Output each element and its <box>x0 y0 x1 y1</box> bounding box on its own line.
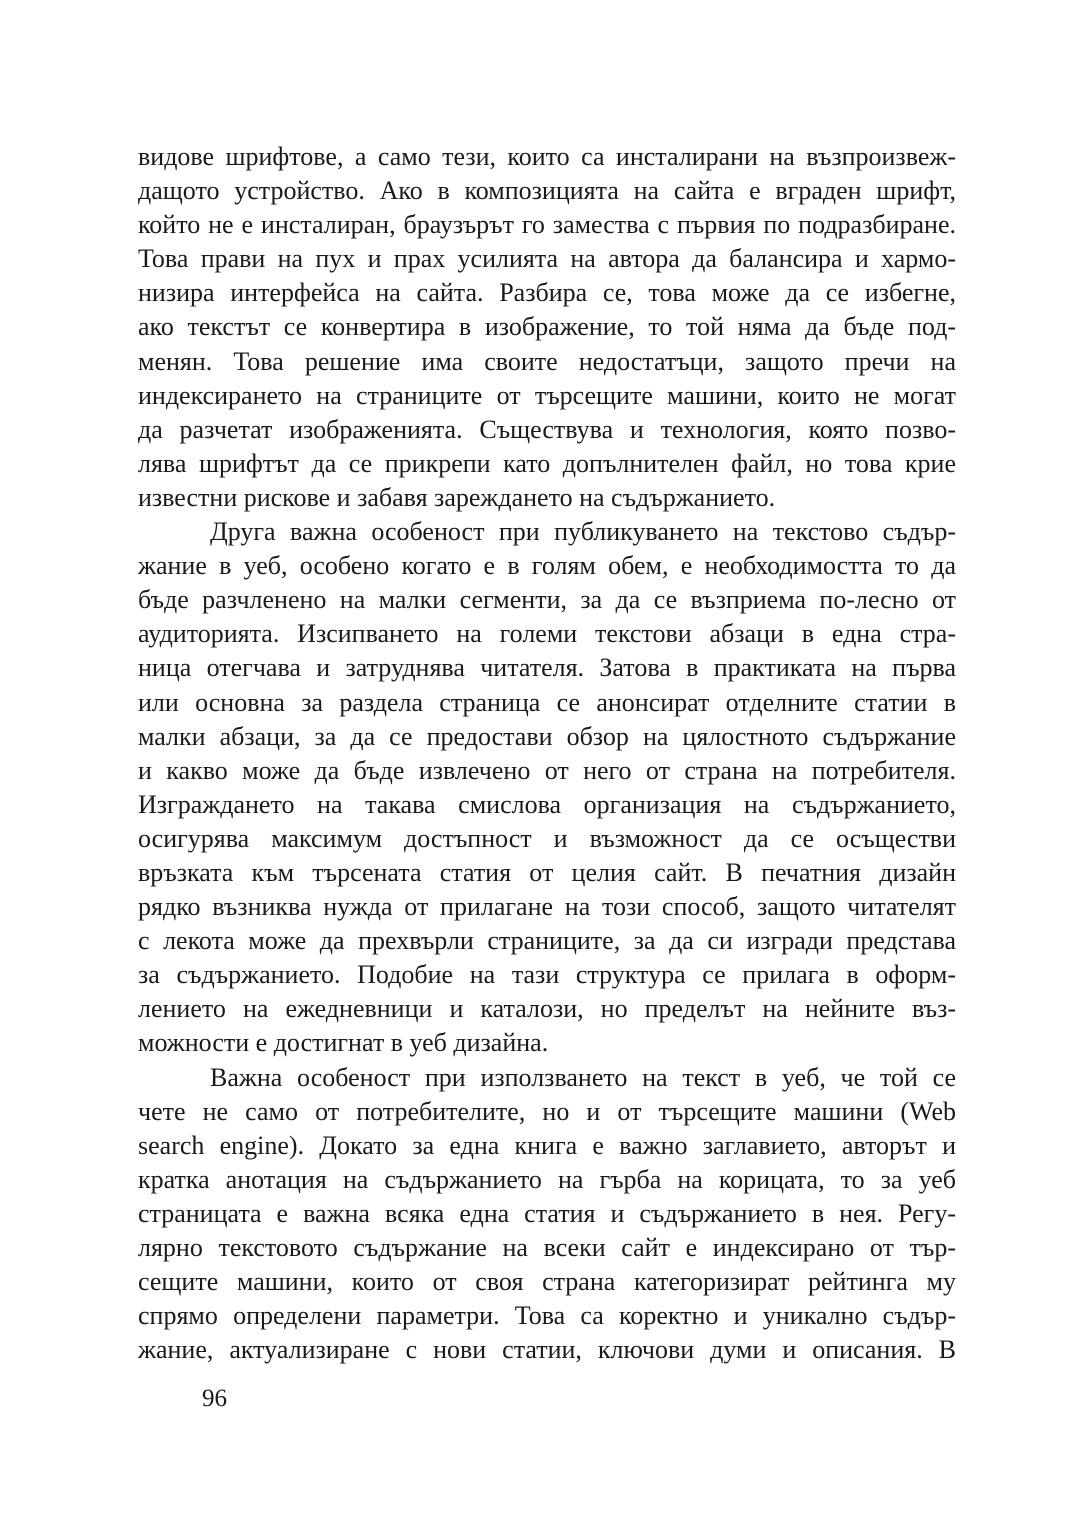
text-line: Друга важна особеност при публикуването на текстово съдър- <box>210 517 956 547</box>
text-line: низира интерфейса на сайта. Разбира се, това може да се избегне, <box>138 278 956 308</box>
text-line: който не е инсталиран, браузърът го замества с първия по подразбиране. <box>138 210 956 240</box>
text-line: менян. Това решение има своите недостатъци, защото пречи на <box>138 346 956 376</box>
text-line: видове шрифтове, а само тези, които са инсталирани на възпроизвеж- <box>138 142 956 171</box>
text-line: или основна за раздела страница се анонсират отделните статии в <box>138 687 956 717</box>
text-line: бъде разчленено на малки сегменти, за да се възприема по-лесно от <box>138 585 956 615</box>
page-number: 96 <box>202 1385 227 1412</box>
text-line: с лекота може да прехвърли страниците, за да си изгради представа <box>138 926 956 956</box>
text-line: да разчетат изображенията. Съществува и технология, която позво- <box>138 414 956 444</box>
text-line: лението на ежедневници и каталози, но пределът на нейните въз- <box>138 994 956 1024</box>
text-line: search engine). Докато за една книга е важно заглавието, авторът и <box>138 1130 956 1160</box>
text-line: жание, актуализиране с нови статии, ключови думи и описания. В <box>138 1335 956 1365</box>
text-line: ница отегчава и затруднява читателя. Затова в практиката на първа <box>138 653 956 683</box>
text-line: ако текстът се конвертира в изображение, то той няма да бъде под- <box>138 312 956 342</box>
text-line: спрямо определени параметри. Това са коректно и уникално съдър- <box>138 1301 956 1331</box>
text-line: кратка анотация на съдържанието на гърба на корицата, то за уеб <box>138 1164 956 1194</box>
text-line: рядко възниква нужда от прилагане на този способ, защото читателят <box>138 892 956 922</box>
text-line: аудиторията. Изсипването на големи текстови абзаци в една стра- <box>138 619 956 649</box>
text-line: страницата е важна всяка една статия и съдържанието в нея. Регу- <box>138 1198 956 1228</box>
text-line: жание в уеб, особено когато е в голям обем, е необходимостта то да <box>138 551 956 581</box>
text-line: можности е достигнат в уеб дизайна. <box>138 1028 549 1058</box>
text-line: малки абзаци, за да се предостави обзор на цялостното съдържание <box>138 721 956 751</box>
text-line: и какво може да бъде извлечено от него от страна на потребителя. <box>138 755 956 785</box>
text-line: осигурява максимум достъпност и възможност да се осъществи <box>138 823 956 853</box>
body-text <box>138 140 956 1367</box>
text-line: сещите машини, които от своя страна категоризират рейтинга му <box>138 1267 956 1297</box>
text-line: за съдържанието. Подобие на тази структура се прилага в оформ- <box>138 960 956 990</box>
text-line: Изграждането на такава смислова организация на съдържанието, <box>138 789 956 819</box>
text-line: Важна особеност при използването на текст в уеб, че той се <box>210 1062 956 1092</box>
text-line: дащото устройство. Ако в композицията на сайта е вграден шрифт, <box>138 176 956 206</box>
text-line: лява шрифтът да се прикрепи като допълнителен файл, но това крие <box>138 448 956 478</box>
text-line: Това прави на пух и прах усилията на автора да балансира и хармо- <box>138 244 956 274</box>
text-line: индексирането на страниците от търсещите машини, които не могат <box>138 380 956 410</box>
text-line: известни рискове и забавя зареждането на съдържанието. <box>138 482 776 512</box>
text-line: лярно текстовото съдържание на всеки сайт е индексирано от тър- <box>138 1233 956 1262</box>
text-line: връзката към търсената статия от целия сайт. В печатния дизайн <box>138 857 956 887</box>
text-line: чете не само от потребителите, но и от търсещите машини (Web <box>138 1096 956 1126</box>
